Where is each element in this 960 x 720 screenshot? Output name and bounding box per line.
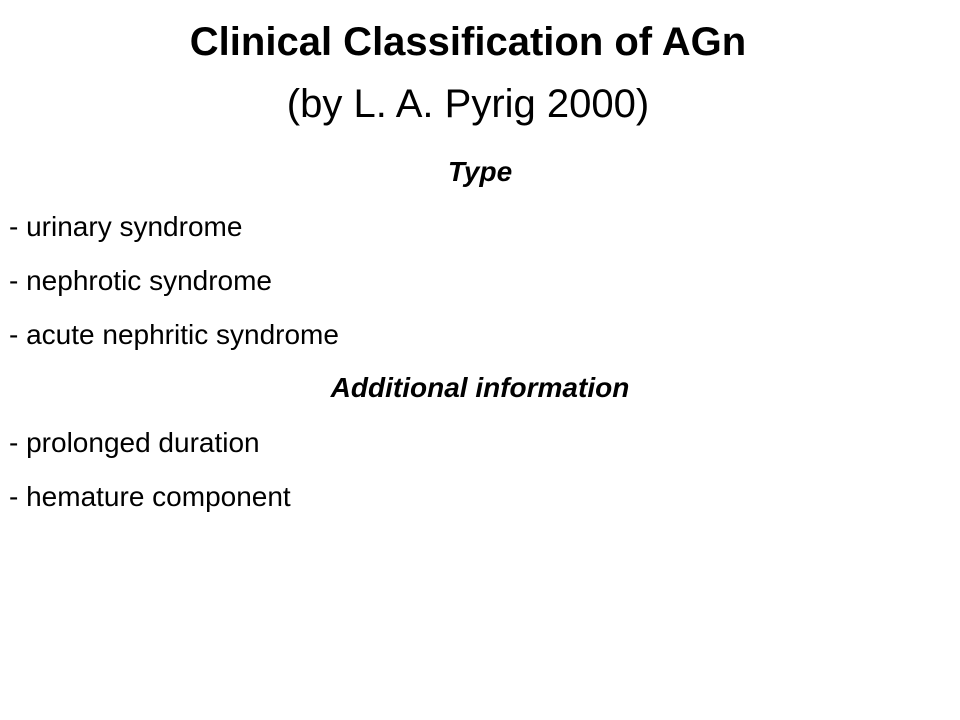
title-block — [0, 18, 936, 128]
list-item: - prolonged duration — [9, 427, 260, 458]
list-item: - acute nephritic syndrome — [9, 319, 339, 350]
section-heading-type: Type — [447, 156, 513, 187]
slide-subtitle: (by L. A. Pyrig 2000) — [286, 82, 650, 126]
list-item: - hemature component — [9, 481, 291, 512]
section-heading-additional-information: Additional information — [330, 372, 630, 403]
slide-title: Clinical Classification of AGn — [189, 20, 747, 64]
list-item: - nephrotic syndrome — [9, 265, 273, 296]
list-item: - urinary syndrome — [9, 211, 243, 242]
